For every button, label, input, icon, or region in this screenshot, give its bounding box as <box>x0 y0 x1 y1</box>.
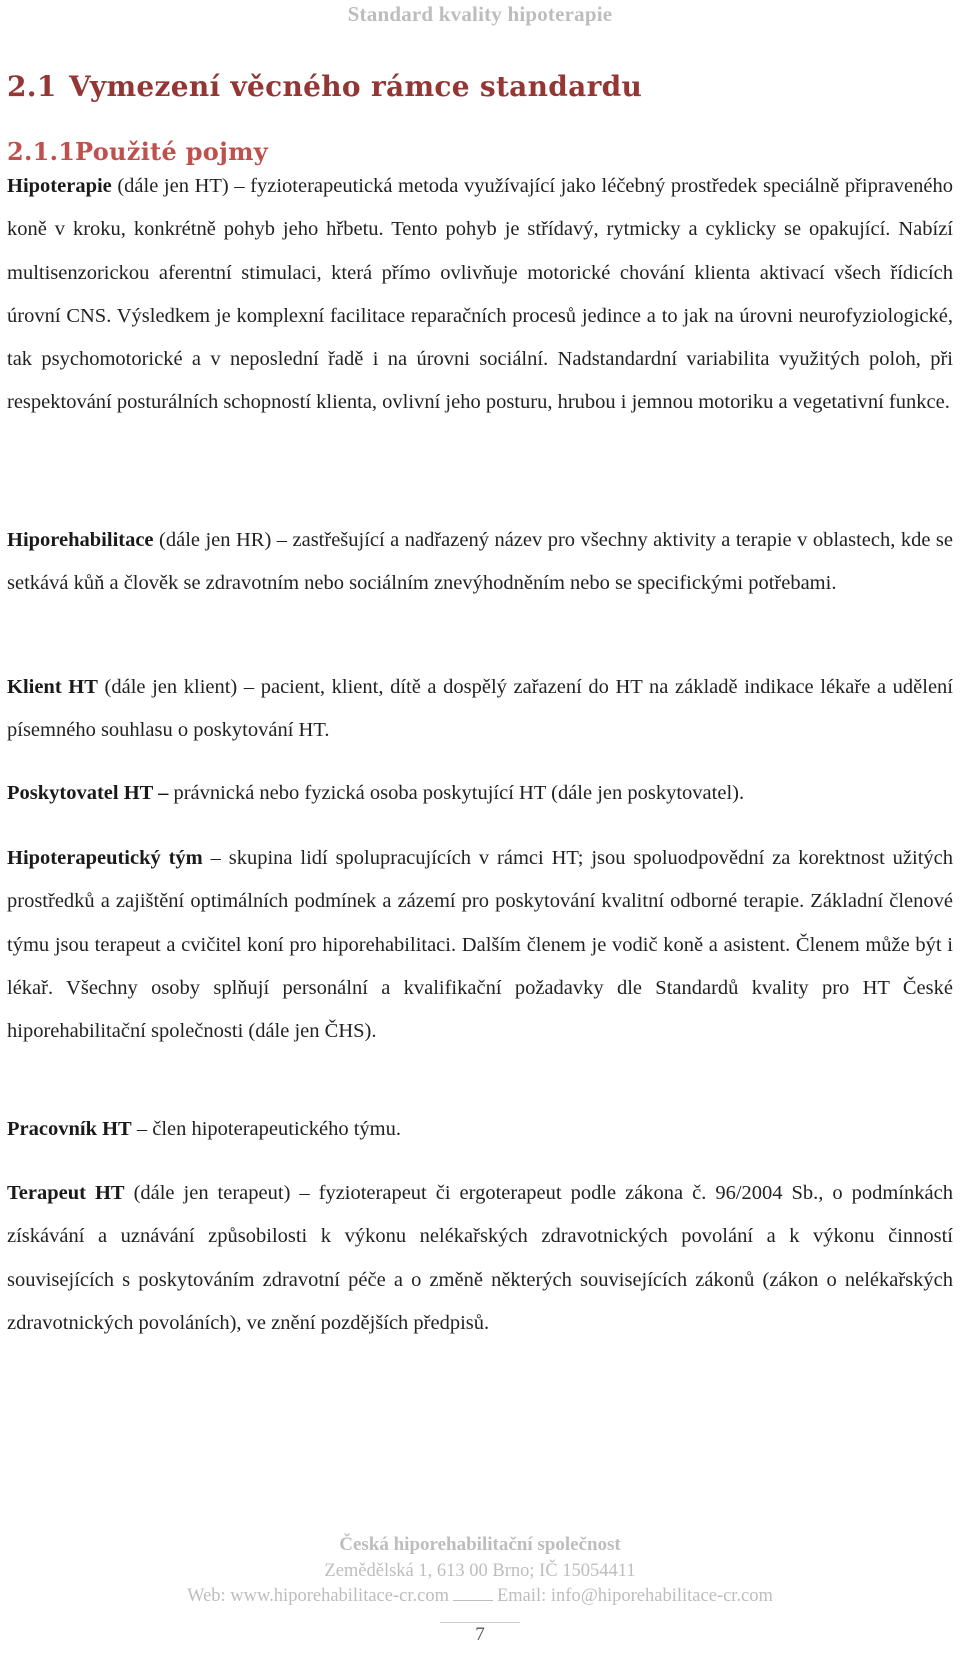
definition-terapeut <box>7 1172 953 1345</box>
definition-klient <box>7 666 953 753</box>
definition-hiporehabilitace <box>7 519 953 606</box>
definition-text: (dále jen terapeut) – fyzioterapeut či ergoterapeut podle zákona č. 96/2004 Sb., o podmínkách získávání a uznávání způsobilosti k výkonu nelékařských zdravotnických povolání a k výkonu činností souvisejících s poskytováním zdravotní péče a o změně některých souvisejících zákonů (zákon o nelékařských zdravotnických povoláních), ve znění pozdějších předpisů. <box>7 1182 953 1334</box>
definition-term: Terapeut HT <box>7 1182 125 1204</box>
definition-poskytovatel <box>7 772 953 815</box>
definition-hipoterapeuticky-tym <box>7 837 953 1053</box>
footer-separator <box>453 1600 493 1601</box>
definition-hipoterapie <box>7 165 953 425</box>
page-number: 7 <box>475 1624 485 1645</box>
definition-term: Poskytovatel HT – <box>7 782 169 804</box>
footer-address: Zemědělská 1, 613 00 Brno; IČ 15054411 <box>324 1561 636 1581</box>
definition-term: Hiporehabilitace <box>7 529 154 551</box>
definition-pracovnik <box>7 1108 953 1151</box>
section-heading <box>7 70 642 103</box>
definition-text: – skupina lidí spolupracujících v rámci HT; jsou spoluodpovědní za korektnost užitých prostředků a zajištění optimálních podmínek a zázemí pro poskytování kvalitní odborné terapie. Základní členové týmu jsou terapeut a cvičitel koní pro hiporehabilitaci. Dalším členem je vodič koně a asistent. Členem může být i lékař. Všechny osoby splňují personální a kvalifikační požadavky dle Standardů kvality pro HT České hiporehabilitační společnosti (dále jen ČHS). <box>7 847 953 1043</box>
subsection-number: 2.1.1 <box>7 137 76 166</box>
definition-text: (dále jen klient) – pacient, klient, dítě a dospělý zařazení do HT na základě indikace lékaře a udělení písemného souhlasu o poskytování HT. <box>7 676 953 742</box>
running-header: Standard kvality hipoterapie <box>347 2 613 26</box>
definition-text: právnická nebo fyzická osoba poskytující HT (dále jen poskytovatel). <box>168 782 745 804</box>
definition-text: (dále jen HR) – zastřešující a nadřazený název pro všechny aktivity a terapie v oblastech, kde se setkává kůň a člověk se zdravotním nebo sociálním znevýhodněním nebo se specifickými potřebami. <box>7 529 953 595</box>
definition-term: Hipoterapeutický tým <box>7 847 203 869</box>
footer-contacts <box>0 1586 960 1607</box>
footer-email: Email: info@hiporehabilitace-cr.com <box>496 1586 773 1606</box>
page-number-rule <box>440 1622 520 1623</box>
footer-web: Web: www.hiporehabilitace-cr.com <box>187 1586 449 1606</box>
definition-term: Klient HT <box>7 676 98 698</box>
definition-term: Hipoterapie <box>7 175 112 197</box>
subsection-heading <box>7 137 268 166</box>
footer-organization: Česká hiporehabilitační společnost <box>339 1534 621 1555</box>
definition-term: Pracovník HT <box>7 1118 132 1140</box>
section-title: Vymezení věcného rámce standardu <box>69 70 643 103</box>
definition-text: (dále jen HT) – fyzioterapeutická metoda využívající jako léčebný prostředek speciálně připraveného koně v kroku, konkrétně pohyb jeho hřbetu. Tento pohyb je střídavý, rytmicky a cyklicky se opakující. Nabízí multisenzorickou aferentní stimulaci, která přímo ovlivňuje motorické chování klienta aktivací všech řídicích úrovní CNS. Výsledkem je komplexní facilitace reparačních procesů jedince a to jak na úrovni neurofyziologické, tak psychomotorické a v neposlední řadě i na úrovni sociální. Nadstandardní variabilita využitých poloh, při respektování posturálních schopností klienta, ovlivní jeho posturu, hrubou i jemnou motoriku a vegetativní funkce. <box>7 175 953 414</box>
definition-text: – člen hipoterapeutického týmu. <box>131 1118 401 1140</box>
subsection-title: Použité pojmy <box>75 137 269 166</box>
section-number: 2.1 <box>7 70 57 103</box>
